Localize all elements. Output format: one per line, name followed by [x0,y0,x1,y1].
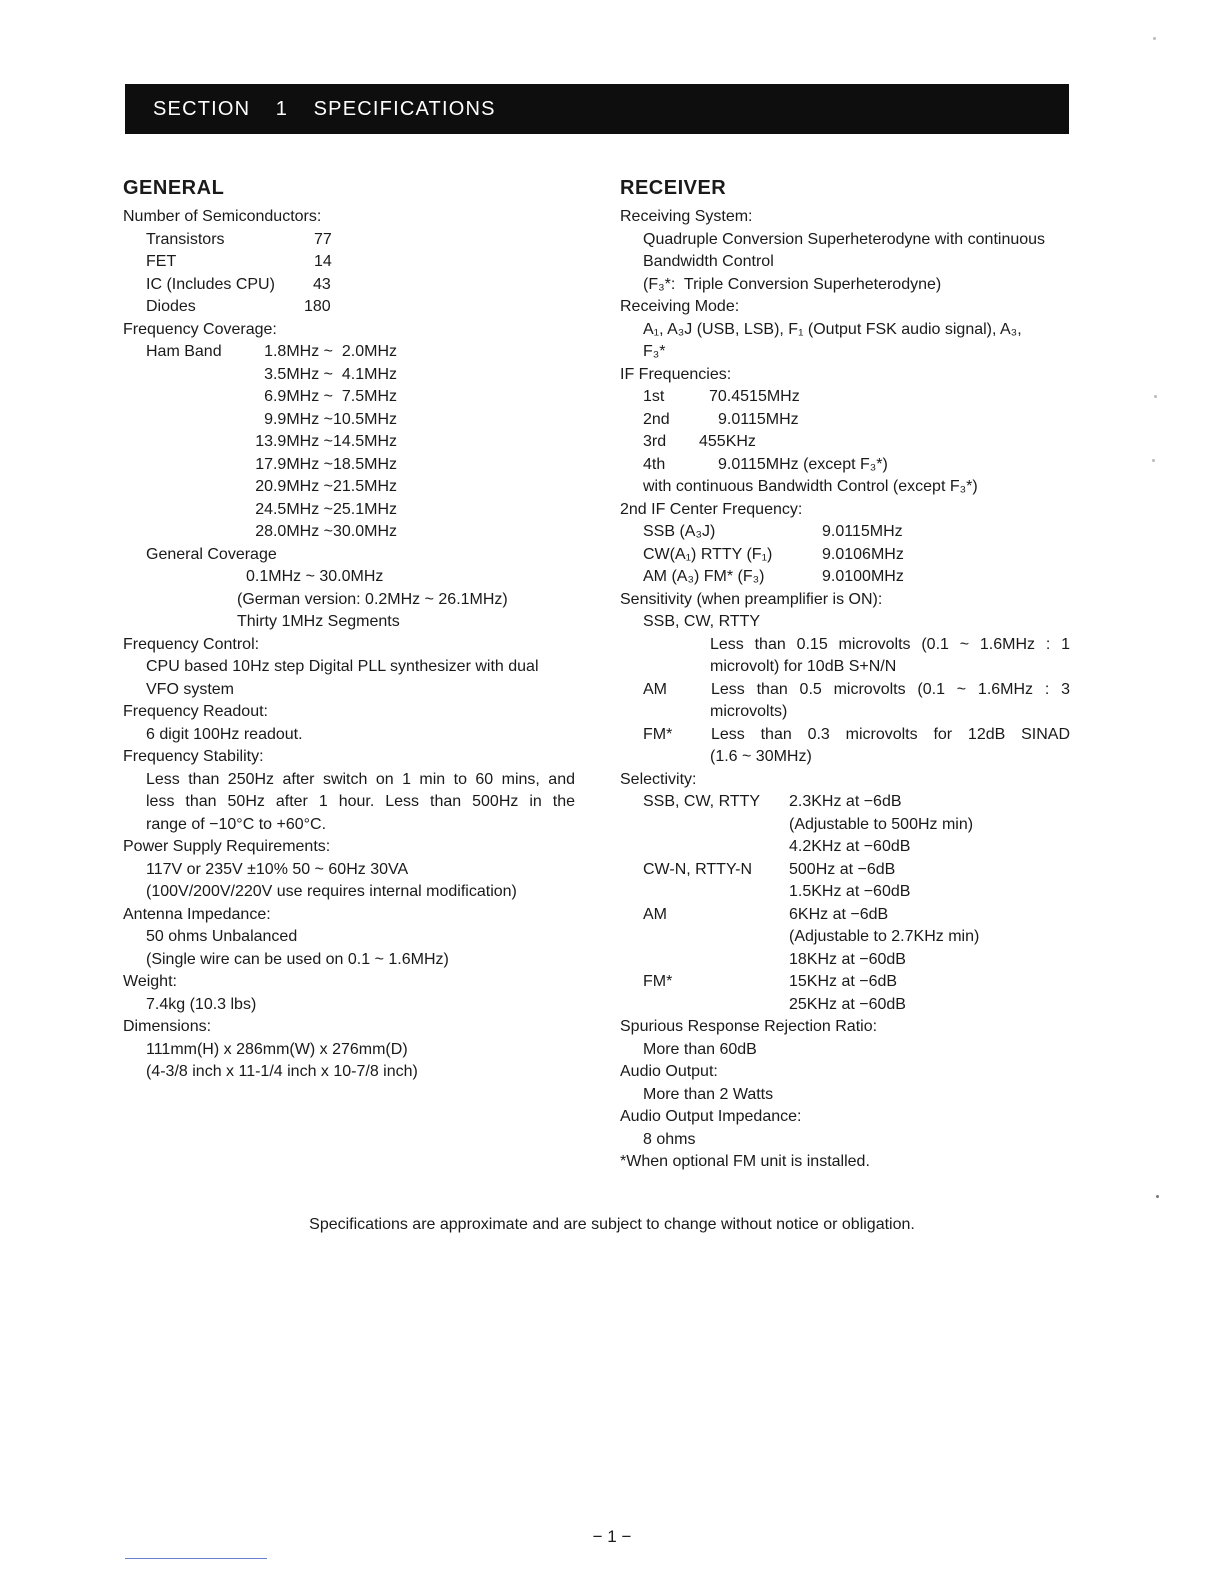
antenna-impedance-label: Antenna Impedance: [123,905,271,923]
receiving-mode-label: Receiving Mode: [620,298,740,315]
frequency-stability-label: Frequency Stability: [123,748,264,765]
selectivity-row [620,814,1074,837]
if-value: 9.0115MHz (except F₃*) [718,455,888,473]
center-value: 9.0100MHz [822,568,904,585]
weight-label: Weight: [123,973,177,990]
sensitivity-row [620,634,1074,657]
selectivity-row [620,904,1074,927]
semi-value: 43 [313,275,331,293]
frequency-readout-value: 6 digit 100Hz readout. [146,725,303,743]
semi-row [123,274,583,297]
frequency-control-line: VFO system [146,680,235,698]
spurious-rejection-label: Spurious Response Rejection Ratio: [620,1018,878,1035]
scan-speck [1152,459,1155,462]
stability-line: range of −10°C to +60°C. [146,815,327,833]
selectivity-value: 4.2KHz at −60dB [789,838,911,855]
sensitivity-am-label: AM [643,680,667,698]
selectivity-mode: SSB, CW, RTTY [643,793,761,810]
selectivity-value: 2.3KHz at −6dB [789,793,902,810]
band-low: 28.0MHz ~ [255,523,333,540]
band-high: 2.0MHz [341,343,397,360]
selectivity-label: Selectivity: [620,770,697,788]
selectivity-mode: AM [643,905,667,923]
semi-name: Diodes [146,298,196,315]
semiconductors-label: Number of Semiconductors: [123,208,322,225]
band-high: 4.1MHz [341,365,397,383]
selectivity-row [620,881,1074,904]
segments-note: Thirty 1MHz Segments [237,613,400,630]
receiving-mode-line: F₃* [643,343,666,360]
center-mode: SSB (A₃J) [643,523,716,540]
audio-output-value: More than 2 Watts [643,1085,774,1103]
receiver-column [620,175,1074,1174]
scan-speck [1154,395,1157,398]
semi-value: 14 [314,253,332,270]
if-note: with continuous Bandwidth Control (except F₃*) [643,478,978,495]
selectivity-value: 6KHz at −6dB [789,905,889,923]
sensitivity-row [620,746,1074,769]
if-name: 3rd [643,433,667,450]
if-name: 1st [643,388,665,405]
ham-band-row [123,409,583,432]
sensitivity-line: Less than 0.3 microvolts for 12dB SINAD [711,725,1070,743]
band-low: 3.5MHz ~ [264,365,333,383]
german-version-note: (German version: 0.2MHz ~ 26.1MHz) [237,590,508,608]
antenna-impedance-line: (Single wire can be used on 0.1 ~ 1.6MHz) [146,950,449,968]
selectivity-row [620,971,1074,994]
center-mode: CW(A₁) RTTY (F₁) [643,545,773,563]
band-high: 7.5MHz [341,388,397,405]
sensitivity-row [620,679,1074,702]
band-low: 17.9MHz ~ [255,455,333,473]
disclaimer: Specifications are approximate and are subject to change without notice or obligation. [309,1216,915,1233]
if-value: 455KHz [699,433,756,450]
ham-band-row [123,386,583,409]
sensitivity-line: microvolt) for 10dB S+N/N [710,658,897,675]
band-low: 1.8MHz ~ [264,343,333,360]
if-value: 9.0115MHz [718,410,799,428]
section-title: SECTION 1 SPECIFICATIONS [153,98,496,120]
selectivity-row [620,836,1074,859]
band-high: 21.5MHz [332,478,397,495]
stability-line: Less than 250Hz after switch on 1 min to 60 mins, and [146,770,575,788]
frequency-control-label: Frequency Control: [123,635,260,653]
page-number: − 1 − [592,1527,632,1546]
selectivity-value: (Adjustable to 500Hz min) [789,815,974,833]
ham-band-row [123,341,583,364]
sensitivity-label: Sensitivity (when preamplifier is ON): [620,590,883,608]
dimensions-line: (4-3/8 inch x 11-1/4 inch x 10-7/8 inch) [146,1063,418,1080]
semi-row [123,251,583,274]
sensitivity-ssb-label: SSB, CW, RTTY [643,613,761,630]
receiving-system-label: Receiving System: [620,208,753,225]
band-high: 10.5MHz [332,410,397,428]
weight-value: 7.4kg (10.3 lbs) [146,995,257,1013]
if-row [620,386,1074,409]
center-value: 9.0115MHz [822,523,903,540]
selectivity-row [620,926,1074,949]
band-low: 13.9MHz ~ [255,433,333,450]
sensitivity-line: Less than 0.5 microvolts (0.1 ~ 1.6MHz : 3 [711,680,1070,698]
ham-band-row [123,476,583,499]
selectivity-value: 15KHz at −6dB [789,973,898,990]
if-name: 4th [643,455,666,473]
sensitivity-row [620,724,1074,747]
sensitivity-line: (1.6 ~ 30MHz) [710,748,812,765]
center-value: 9.0106MHz [822,545,904,563]
center-row [620,566,1074,589]
frequency-readout-label: Frequency Readout: [123,703,268,720]
center-frequency-label: 2nd IF Center Frequency: [620,500,803,518]
general-column [123,175,583,1084]
frequency-coverage-label: Frequency Coverage: [123,320,277,338]
sensitivity-fm-label: FM* [643,725,673,743]
band-high: 25.1MHz [332,500,397,518]
center-mode: AM (A₃) FM* (F₃) [643,568,765,585]
receiving-system-line: Quadruple Conversion Superheterodyne with continuous [643,230,1046,248]
antenna-impedance-line: 50 ohms Unbalanced [146,928,298,945]
stability-line: less than 50Hz after 1 hour. Less than 500Hz in the [146,793,575,810]
selectivity-row [620,859,1074,882]
selectivity-row [620,994,1074,1017]
frequency-control-line: CPU based 10Hz step Digital PLL synthesizer with dual [146,658,539,675]
selectivity-value: 25KHz at −60dB [789,995,906,1013]
ham-band-row [123,431,583,454]
semi-name: IC (Includes CPU) [146,275,275,293]
semi-row [123,229,583,252]
ham-band-row [123,454,583,477]
band-high: 14.5MHz [332,433,397,450]
power-supply-label: Power Supply Requirements: [123,838,331,855]
receiving-mode-line: A₁, A₃J (USB, LSB), F₁ (Output FSK audio signal), A₃, [643,320,1022,338]
spurious-rejection-value: More than 60dB [643,1040,757,1058]
audio-output-label: Audio Output: [620,1063,718,1080]
scan-speck [1153,37,1156,40]
selectivity-value: 1.5KHz at −60dB [789,883,911,900]
selectivity-row [620,949,1074,972]
ham-band-row [123,364,583,387]
bottom-rule [125,1558,267,1559]
selectivity-value: (Adjustable to 2.7KHz min) [789,928,980,945]
general-coverage-range: 0.1MHz ~ 30.0MHz [246,568,384,585]
sensitivity-row [620,701,1074,724]
band-low: 6.9MHz ~ [264,388,333,405]
semi-name: Transistors [146,230,225,248]
ham-band-row [123,521,583,544]
audio-impedance-value: 8 ohms [643,1130,696,1148]
fm-footnote: *When optional FM unit is installed. [620,1153,870,1170]
band-low: 9.9MHz ~ [264,410,333,428]
semi-row [123,296,583,319]
band-low: 20.9MHz ~ [255,478,333,495]
semi-value: 180 [304,298,331,315]
selectivity-row [620,791,1074,814]
if-value: 70.4515MHz [709,388,800,405]
receiving-system-line: Bandwidth Control [643,253,774,270]
receiving-system-line: (F₃*: Triple Conversion Superheterodyne) [643,275,942,293]
band-high: 30.0MHz [332,523,397,540]
scan-speck [1156,1195,1159,1198]
general-heading: GENERAL [123,177,225,199]
selectivity-mode: CW-N, RTTY-N [643,860,753,878]
power-supply-line: 117V or 235V ±10% 50 ~ 60Hz 30VA [146,860,409,878]
center-row [620,544,1074,567]
band-low: 24.5MHz ~ [255,500,333,518]
selectivity-value: 500Hz at −6dB [789,860,896,878]
sensitivity-line: Less than 0.15 microvolts (0.1 ~ 1.6MHz : 1 [710,635,1070,653]
audio-impedance-label: Audio Output Impedance: [620,1108,802,1125]
selectivity-value: 18KHz at −60dB [789,950,906,968]
receiver-heading: RECEIVER [620,177,727,199]
semi-name: FET [146,253,177,270]
dimensions-label: Dimensions: [123,1018,212,1035]
band-high: 18.5MHz [332,455,397,473]
semi-value: 77 [314,230,332,248]
center-row [620,521,1074,544]
general-coverage-label: General Coverage [146,545,277,563]
if-row [620,431,1074,454]
section-banner [125,84,1069,134]
dimensions-line: 111mm(H) x 286mm(W) x 276mm(D) [146,1040,408,1058]
ham-band-label: Ham Band [146,343,222,360]
if-name: 2nd [643,410,670,428]
power-supply-line: (100V/200V/220V use requires internal modification) [146,883,517,900]
sensitivity-line: microvolts) [710,703,788,720]
if-frequencies-label: IF Frequencies: [620,365,732,383]
selectivity-mode: FM* [643,973,673,990]
ham-band-row [123,499,583,522]
if-row [620,409,1074,432]
sensitivity-row [620,656,1074,679]
if-row [620,454,1074,477]
